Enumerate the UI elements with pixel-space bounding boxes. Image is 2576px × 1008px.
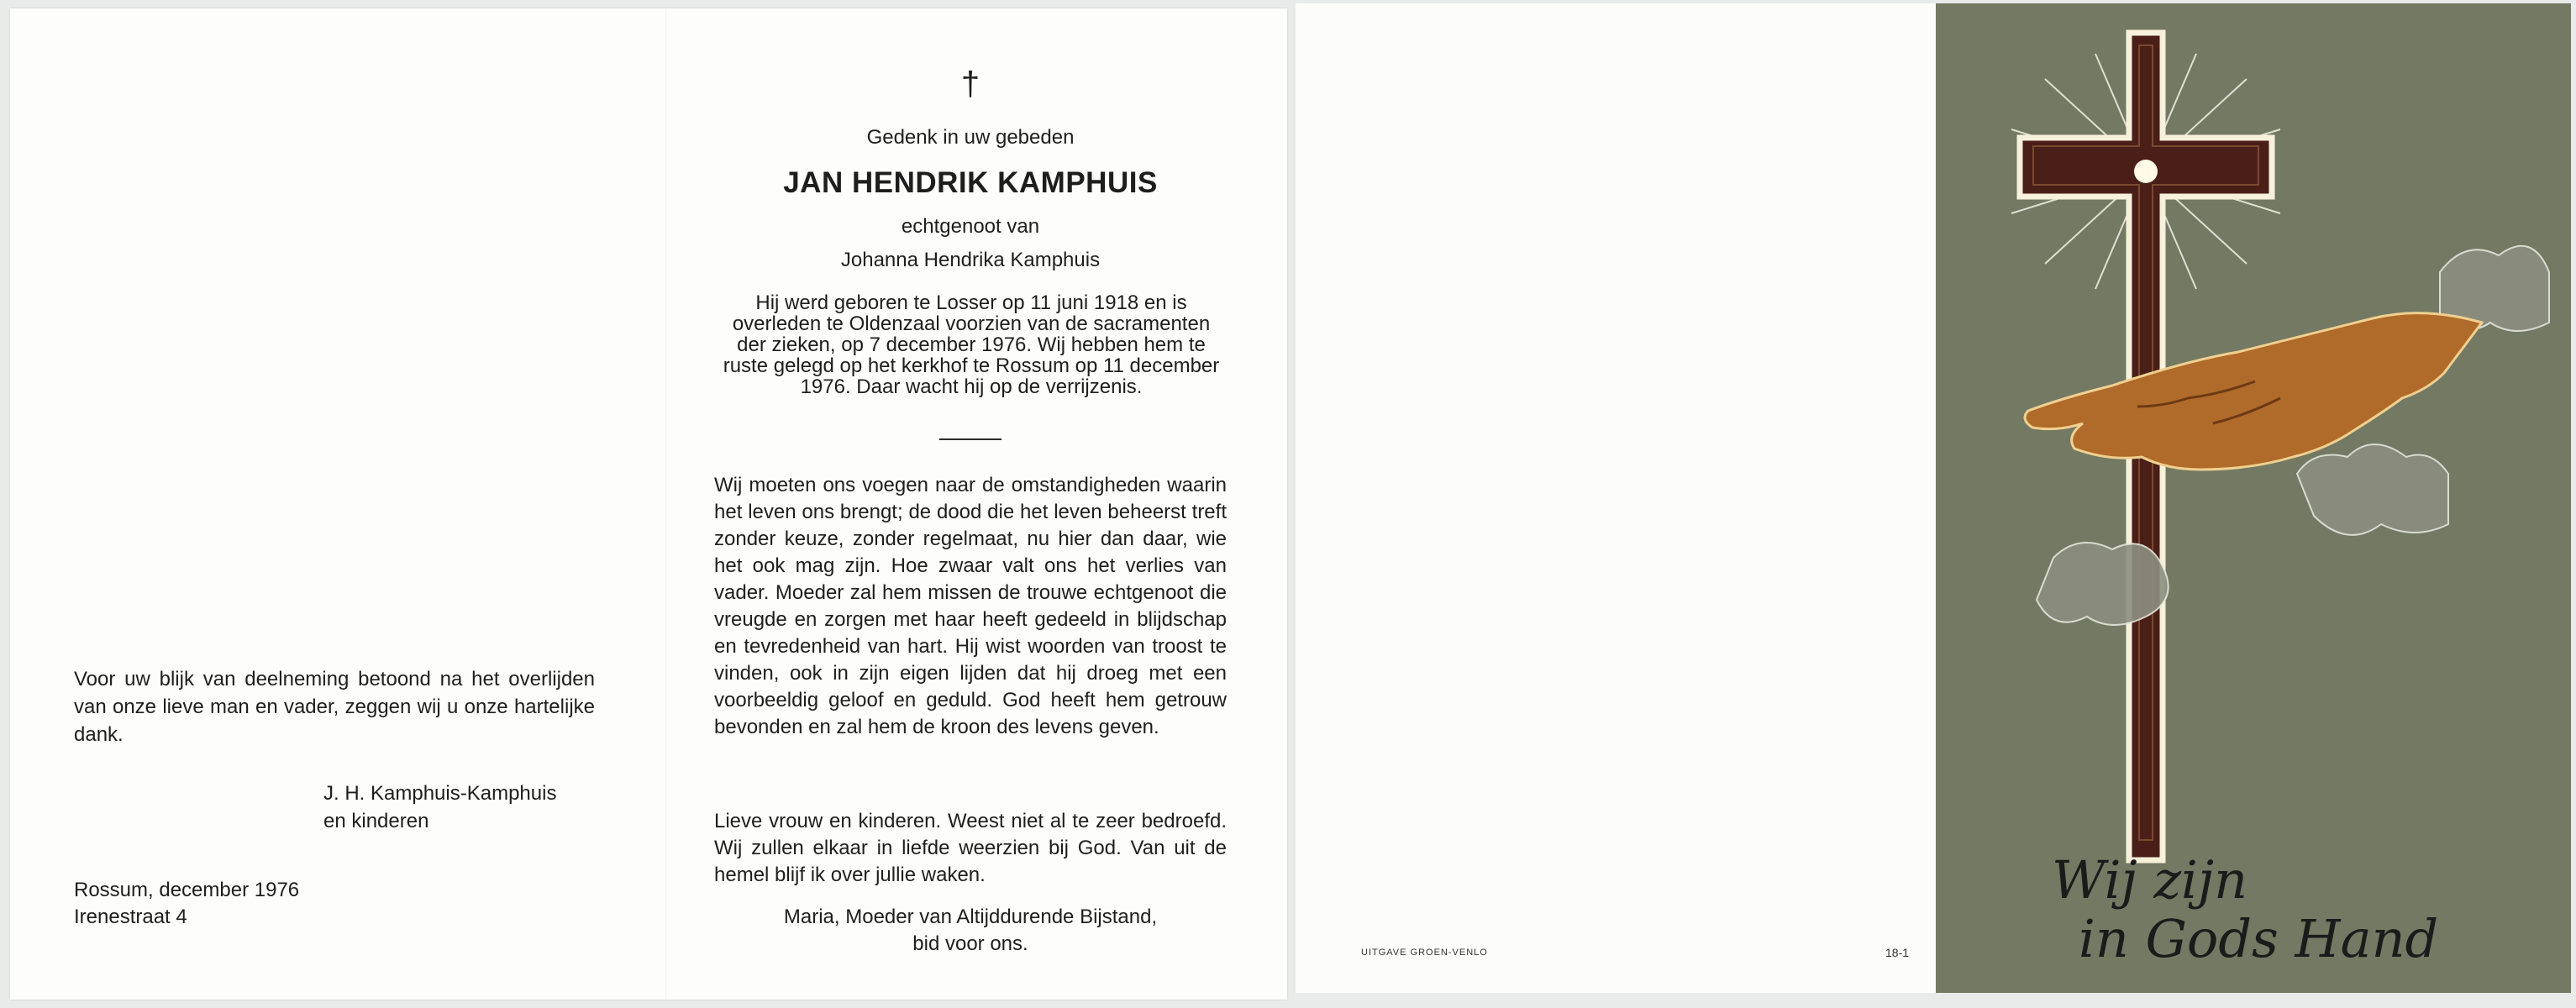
paragraph-2: Lieve vrouw en kinderen. Weest niet al te zeer bedroefd. Wij zullen elkaar in liefde weerzien bij God. Van uit de hemel blijf ik over jullie waken. (714, 810, 1227, 886)
cross-hand-illustration (1936, 3, 2571, 993)
product-code: 18-1 (1885, 946, 1910, 959)
paragraph-1: Wij moeten ons voegen naar de omstandigheden waarin het leven ons brengt; de dood die het leven beheerst treft zonder keuze, zonder regelmaat, nu hier dan daar, wie het ook mag zijn. Hoe zwaar valt ons het verlies van vader. Moeder zal hem missen de trouwe echtgenoot die vreugde en zorgen met haar heeft gedeeld in blijdschap en tevredenheid van hart. Hij wist woorden van troost te vinden, ook in zijn eigen lijden dat hij droeg met een voorbeeldig geloof en geduld. God heeft hem getrouw bevonden en zal hem de kroon des levens geven. (714, 474, 1227, 738)
dagger-cross-icon: † (960, 66, 980, 102)
caption-line-2: in Gods Hand (2079, 908, 2439, 969)
signature-line-1: J. H. Kamphuis-Kamphuis (323, 782, 557, 805)
signature-line-2: en kinderen (323, 810, 429, 832)
caption (2052, 849, 2438, 969)
spouse-name: Johanna Hendrika Kamphuis (840, 249, 1101, 271)
biography: Hij werd geboren te Losser op 11 juni 1918 en is overleden te Oldenzaal voorzien van de sacramenten der zieken, op 7 december 1976. Wij hebben hem te ruste gelegd op het kerkhof te Rossum op 11 december 1976. Daar wacht hij op de verrijzenis. (723, 291, 1220, 398)
publisher-label: UITGAVE GROEN-VENLO (1361, 948, 1488, 958)
prayer-line-2: bid voor ons. (912, 932, 1028, 955)
prayer (706, 904, 1235, 958)
intro-line: Gedenk in uw gebeden (866, 126, 1075, 149)
prayer-line-1: Maria, Moeder van Altijddurende Bijstand, (783, 906, 1158, 928)
light-glow-icon (2134, 160, 2158, 183)
card-fold (665, 8, 667, 1000)
spouse-label: echtgenoot van (901, 215, 1040, 238)
back-page (1296, 3, 1934, 993)
address: Irenestraat 4 (74, 906, 187, 928)
thanks-text: Voor uw blijk van deelneming betoond na het overlijden van onze lieve man en vader, zeggen wij u onze hartelijke dank. (74, 668, 595, 746)
place-date: Rossum, december 1976 (74, 879, 300, 901)
place-and-address (74, 877, 299, 931)
memorial-card-outside (1296, 3, 2571, 993)
divider-line (939, 438, 1001, 440)
caption-line-1: Wij zijn (2052, 849, 2248, 911)
deceased-name: JAN HENDRIK KAMPHUIS (783, 166, 1158, 199)
front-image-panel (1936, 3, 2571, 993)
open-hand-icon (2025, 313, 2482, 470)
signature (323, 780, 556, 835)
